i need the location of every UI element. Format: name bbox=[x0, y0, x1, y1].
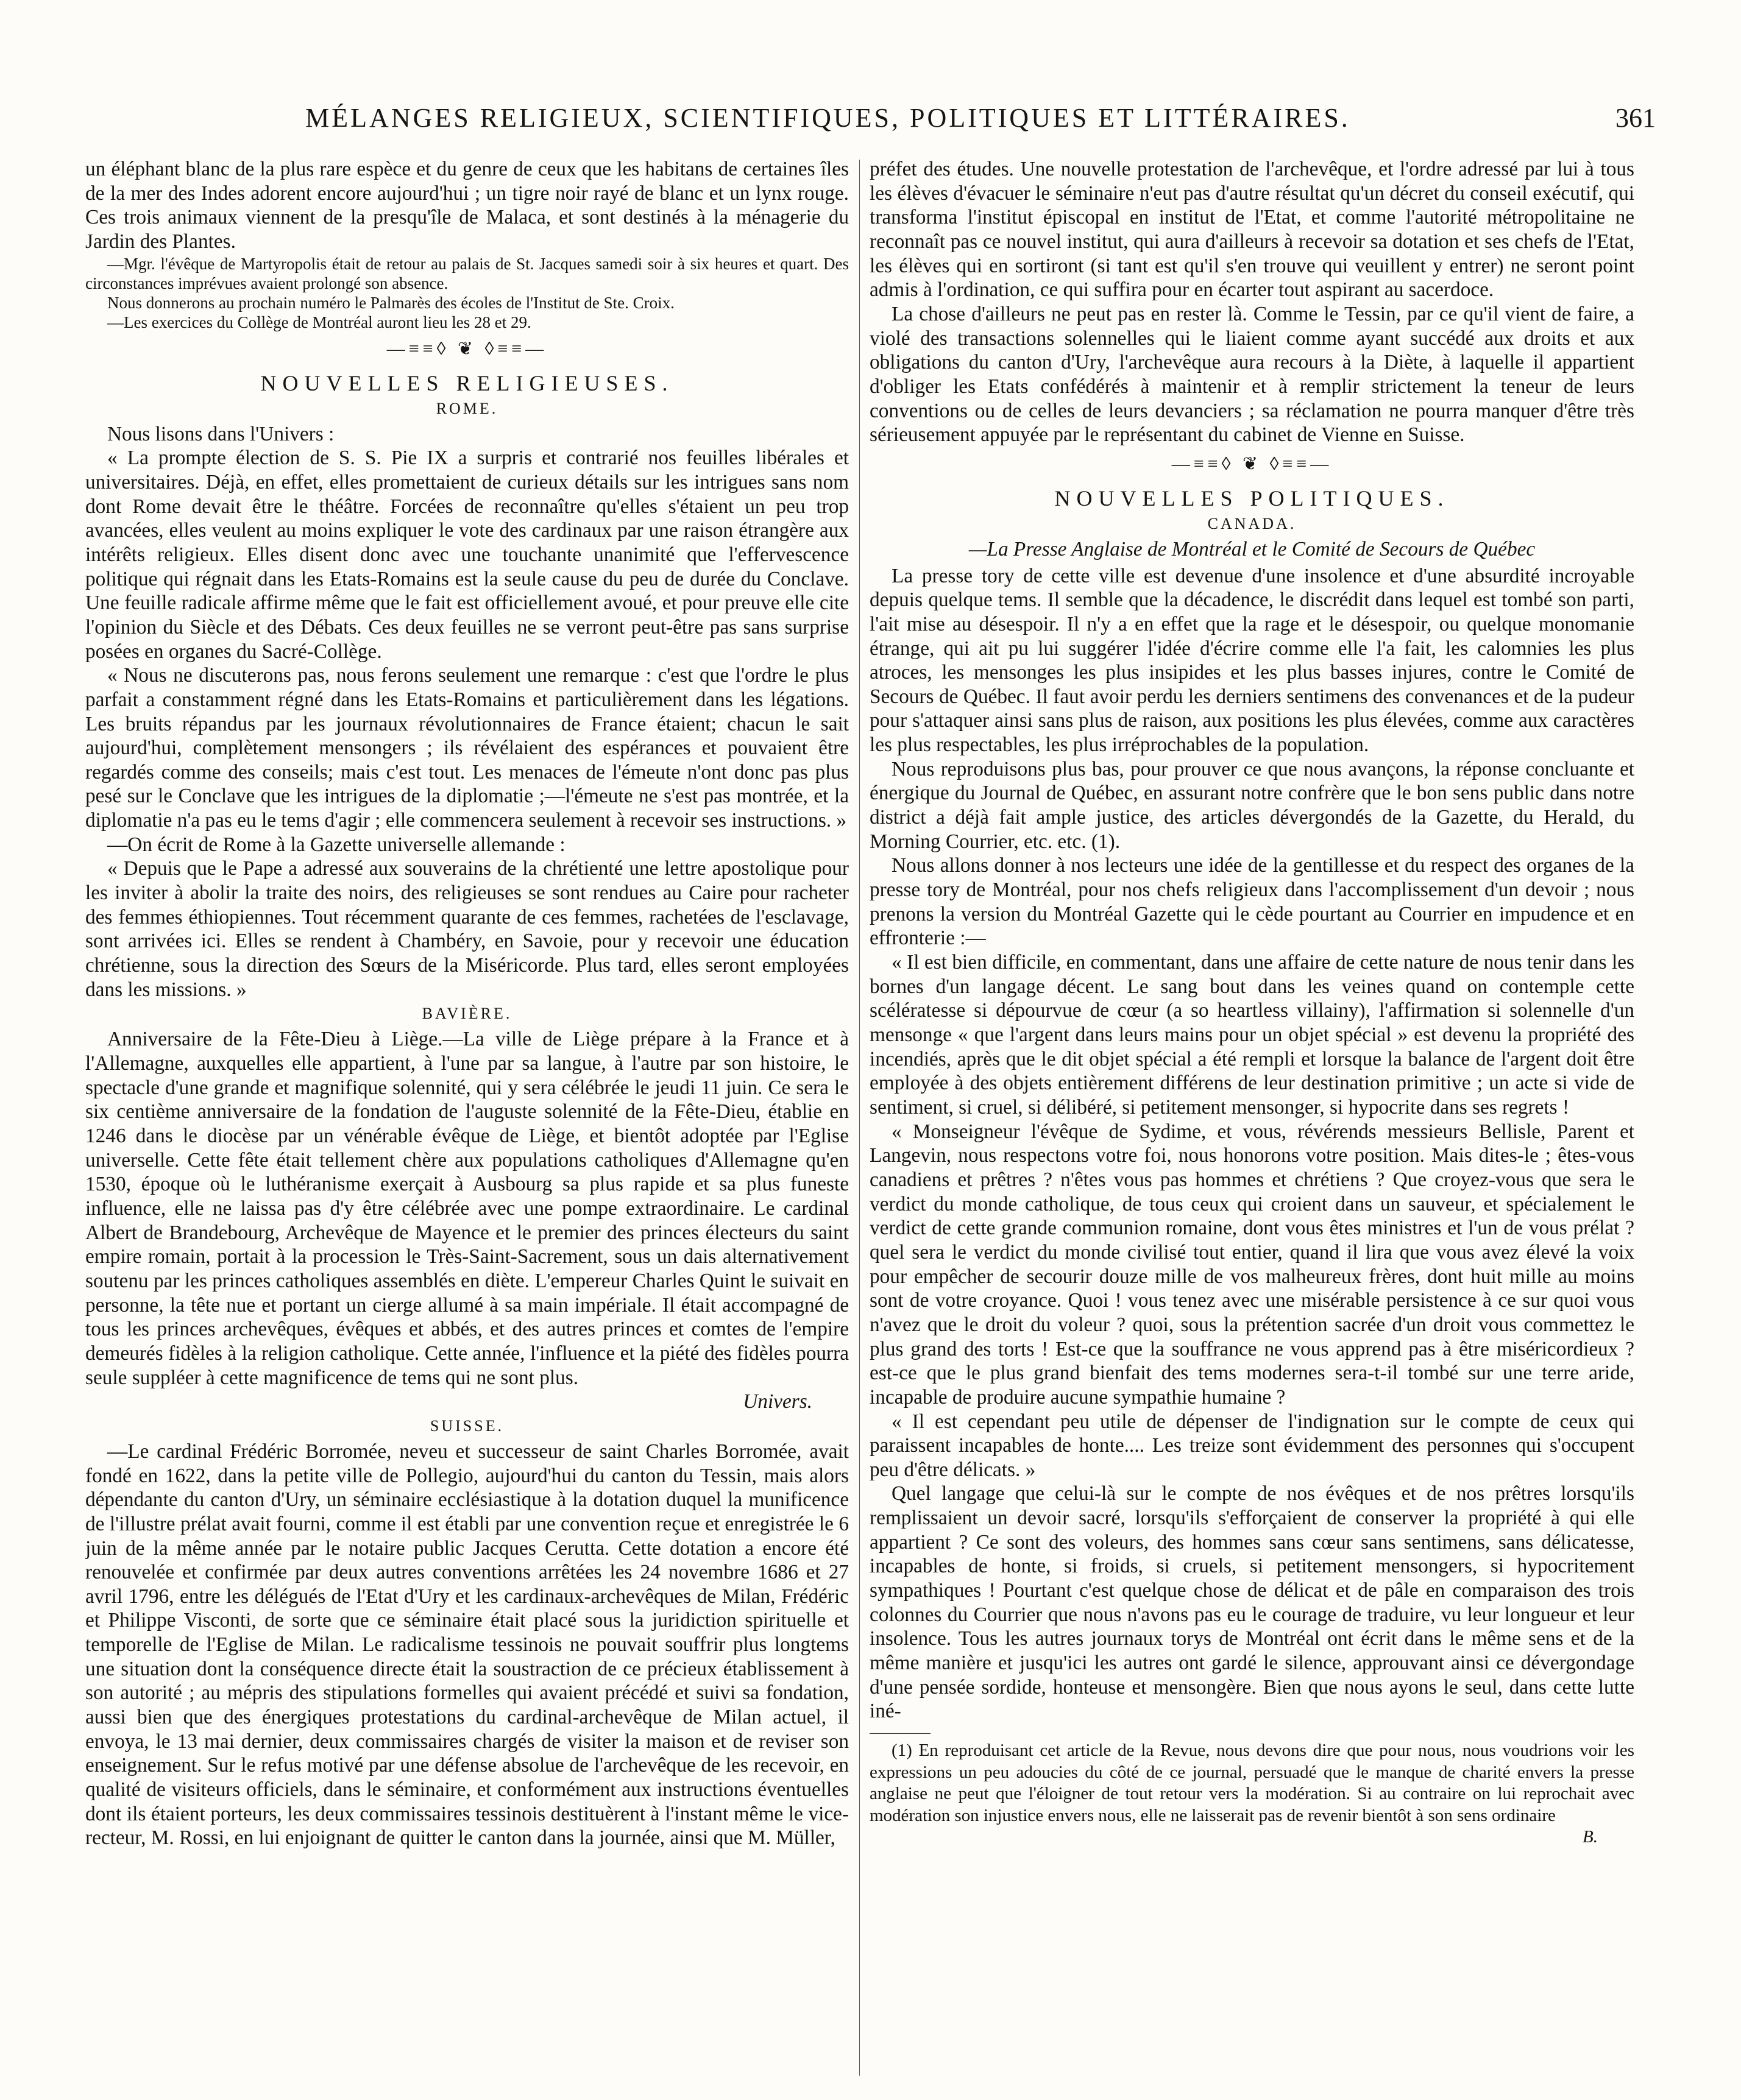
note-palmares: Nous donnerons au prochain numéro le Palmarès des écoles de l'Institut de Ste. Croix. bbox=[107, 293, 675, 312]
suisse-paragraph: —Le cardinal Frédéric Borromée, neveu et successeur de saint Charles Borromée, avait fondé en 1622, dans la petite ville de Pollegio, aujourd'hui du canton du Tessin, mais alors dépendante du canton d'Ury, un séminaire ecclésiastique à la dotation duquel la munificence de l'illustre prélat avait fourni, comme il est établi par une convention reçue et enregistrée le 6 juin de la même année par le notaire public Jacques Ceruttа. Cette dotation a encore été renouvelée et confirmée par deux autres conventions arrêtées les 24 novembre 1686 et 27 avril 1796, entre les délégués de l'Etat d'Ury et les cardinaux-archevêques de Milan, Frédéric et Philippe Visconti, de sorte que ce séminaire était placé sous la juridiction spirituelle et temporelle de l'Eglise de Milan. Le radicalisme tessinois ne pouvait souffrir plus longtems une situation dont la conséquence directe était la soustraction de ce précieux établissement à son autorité ; au mépris des stipulations formelles qui avaient précédé et suivi sa fondation, aussi bien que des énergiques protestations du cardinal-archevêque de Milan actuel, il envoya, le 13 mai dernier, deux commissaires chargés de visiter la maison et de reviser son enseignement. Sur le refus motivé par une défense absolue de l'archevêque de les recevoir, en qualité de visiteurs officiels, dans le séminaire, et conformément aux instructions éventuelles dont ils étaient porteurs, les deux commissaires tessinois destituèrent à l'instant même le vice-recteur, M. Rossi, en lui enjoignant de quitter le canton dans la journée, ainsi que M. Müller, bbox=[85, 1440, 849, 1850]
baviere-signature: Univers. bbox=[743, 1390, 812, 1413]
canada-headline: —La Presse Anglaise de Montréal et le Comité de Secours de Québec bbox=[968, 537, 1536, 560]
rome-paragraph: « Nous ne discuterons pas, nous ferons seulement une remarque : c'est que l'ordre le plus parfait a constamment régné dans les Etats-Romains et particulièrement dans les légations. Les bruits répandus par les journaux révolutionnaires de France étaient; chacun le sait aujourd'hui, complètement mensongers ; ils révélaient des espérances et pouvaient être regardés comme des conseils; mais c'est tout. Les menaces de l'émeute n'ont donc pas plus pesé sur le Conclave que les intrigues de la diplomatie ;—l'émeute ne s'est pas montrée, et la diplomatie n'a pas eu le tems d'agir ; elle commencera seulement à recevoir ses instructions. » bbox=[85, 664, 849, 832]
heading-baviere: BAVIÈRE. bbox=[422, 1005, 512, 1023]
canada-paragraph: La presse tory de cette ville est devenue d'une insolence et d'une absurdité incroyable depuis quelque tems. Il semble que la décadence, le discrédit dans lequel est tombé son parti, l'ait mise au désespoir. Il n'y a en effet que la rage et le désespoir, ou quelque monomanie étrange, qui ait pu lui suggérer l'idée d'écrire comme elle l'a fait, les calomnies les plus atroces, les mensonges les plus insipides et les plus basses injures, contre le Comité de Secours de Québec. Il faut avoir perdu les derniers sentimens des convenances et de la pudeur pour s'attaquer ainsi sans plus de raison, aux positions les plus élevées, comme aux caractères les plus respectables, les plus irréprochables de la population. bbox=[870, 564, 1634, 757]
suisse-continued-paragraph: La chose d'ailleurs ne peut pas en rester là. Comme le Tessin, par ce qu'il vient de faire, a violé des transactions solennelles qui le liaient comme ayant succédé aux droits et aux obligations du canton d'Ury, l'archevêque aura recours à la Diète, à laquelle il appartient d'obliger les Etats confédérés à maintenir et à remplir strictement la teneur de leurs conventions ou de celles de leurs devanciers ; sa réclamation ne pourra manquer d'être très sérieusement appuyée par le représentant du cabinet de Vienne en Suisse. bbox=[870, 302, 1634, 447]
heading-suisse: SUISSE. bbox=[430, 1416, 505, 1435]
page-number: 361 bbox=[1615, 103, 1656, 133]
canada-paragraph: Nous allons donner à nos lecteurs une idée de la gentillesse et du respect des organes de la presse tory de Montréal, pour nos chefs religieux dans l'accomplissement d'un devoir ; nous prenons la version du Montréal Gazette qui le cède pourtant au Courrier en impudence et en effronterie :— bbox=[870, 854, 1634, 950]
suisse-continued-paragraph: préfet des études. Une nouvelle protestation de l'archevêque, et l'ordre adressé par lui à tous les élèves d'évacuer le séminaire n'eut pas d'autre résultat qu'un décret du conseil exécutif, qui transforma l'institut épiscopal en institut de l'Etat, et comme l'autorité métropolitaine ne reconnaît pas ce nouvel institut, qui aura d'ailleurs à recevoir sa dotation et ses chefs de l'Etat, les élèves qui en sortiront (si tant est qu'il s'en trouve qui veuillent y entrer) ne seront point admis à l'ordination, ce qui suffira pour en écarter tout aspirant au sacerdoce. bbox=[870, 158, 1634, 302]
footnote-rule bbox=[870, 1733, 931, 1734]
footnote-signature: B. bbox=[1583, 1827, 1598, 1847]
section-title-religious: NOUVELLES RELIGIEUSES. bbox=[260, 370, 674, 395]
right-column bbox=[870, 157, 1634, 2076]
rome-paragraph: Nous lisons dans l'Univers : bbox=[107, 422, 335, 445]
running-head bbox=[85, 91, 1656, 146]
canada-paragraph: « Il est cependant peu utile de dépenser de l'indignation sur le compte de ceux qui paraissent incapables de honte.... Les treize sont évidemment des personnes qui s'occupent peu d'être délicats. » bbox=[870, 1410, 1634, 1481]
ornament-divider: —≡≡◊ ❦ ◊≡≡— bbox=[386, 338, 548, 359]
rome-paragraph: « La prompte élection de S. S. Pie IX a surpris et contrarié nos feuilles libérales et universitaires. Déjà, en effet, elles promettaient de curieux détails sur les intrigues sans nom dont Rome devait être le théâtre. Forcées de reconnaître qu'elles s'étaient un peu trop avancées, elles veulent au moins expliquer le vote des cardinaux par une raison étrangère aux intérêts religieux. Elles disent donc avec une touchante unanimité que l'effervescence politique qui régnait dans les Etats-Romains est la seule cause du peu de durée du Conclave. Une feuille radicale affirme même que le fait est officiellement avoué, et pour preuve elle cite l'opinion du Siècle et des Débats. Ces deux feuilles ne se verront peut-être pas sans surprise posées en organes du Sacré-Collège. bbox=[85, 447, 849, 663]
footnote: (1) En reproduisant cet article de la Revue, nous devons dire que pour nous, nous voudrions voir les expressions un peu adoucies du côté de ce journal, persuadé que le manque de charité envers la presse anglaise ne peut que l'éloigner de tout retour vers la modération. Si au contraire on lui reprochait avec modération son injustice envers nous, elle ne laisserait pas de revenir bientôt à son sens ordinaire bbox=[870, 1741, 1634, 1825]
left-column bbox=[85, 157, 849, 2076]
heading-rome: ROME. bbox=[436, 399, 498, 417]
note-college-exercises: —Les exercices du Collège de Montréal auront lieu les 28 et 29. bbox=[107, 313, 531, 331]
running-title: MÉLANGES RELIGIEUX, SCIENTIFIQUES, POLITIQUES ET LITTÉRAIRES. bbox=[305, 103, 1350, 133]
note-bishop-return: —Mgr. l'évêque de Martyropolis était de retour au palais de St. Jacques samedi soir à six heures et quart. Des circonstances imprévues avaient prolongé son absence. bbox=[85, 254, 849, 292]
column-rule bbox=[859, 160, 860, 2076]
rome-paragraph: —On écrit de Rome à la Gazette universelle allemande : bbox=[107, 833, 566, 856]
canada-paragraph: « Il est bien difficile, en commentant, dans une affaire de cette nature de nous tenir dans les bornes d'un langage décent. Le sang bout dans les veines quand on contemple cette scélératesse si dépourvue de cœur (a so heartless villainy), l'affirmation si solennelle d'un mensonge « que l'argent dans leurs mains pour un objet spécial » est devenu la propriété des incendiés, après que le dit objet spécial a été rempli et lorsque la balance de l'argent doit être employée à des objets entièrement différens de leur destination primitive ; un acte si vide de sentiment, si cruel, si délibéré, si petitement mensonger, si hypocrite dans ses regrets ! bbox=[870, 951, 1634, 1119]
section-title-political: NOUVELLES POLITIQUES. bbox=[1054, 486, 1450, 511]
canada-paragraph: Nous reproduisons plus bas, pour prouver ce que nous avançons, la réponse concluante et énergique du Journal de Québec, en assurant notre confrère que le bon sens public dans notre district a déjà fait ample justice, des articles dévergondés de la Gazette, du Herald, du Morning Courrier, etc. etc. (1). bbox=[870, 757, 1634, 853]
rome-paragraph: « Depuis que le Pape a adressé aux souverains de la chrétienté une lettre apostolique pour les inviter à abolir la traite des noirs, des religieuses se sont rendues au Caire pour racheter des femmes éthiopiennes. Tout récemment quarante de ces femmes, rachetées de l'esclavage, sont arrivées ici. Elles se rendent à Chambéry, en Savoie, pour y recevoir une éducation chrétienne, sous la direction des Sœurs de la Miséricorde. Plus tard, elles seront employées dans les missions. » bbox=[85, 857, 849, 1001]
heading-canada: CANADA. bbox=[1207, 514, 1297, 532]
canada-paragraph: Quel langage que celui-là sur le compte de nos évêques et de nos prêtres lorsqu'ils remplissaient un devoir sacré, lorsqu'ils s'efforçaient de conserver la propriété à qui elle appartient ? Ce sont des voleurs, des hommes sans cœur sans sentimens, sans délicatesse, incapables de honte, si froids, si cruels, si petitement mensongers, si hypocritement sympathiques ! Pourtant c'est quelque chose de délicat et de pâle en comparaison des trois colonnes du Courrier que nous n'avons pas eu le courage de traduire, vu leur longueur et leur insolence. Tous les autres journaux torys de Montréal ont écrit dans le même sens et de la même manière et jusqu'ici les autres ont gardé le silence, approuvant ainsi ce dévergondage d'une pensée sordide, honteuse et mensongère. Bien que nous ayons le seul, dans cette lutte iné- bbox=[870, 1482, 1634, 1723]
canada-paragraph: « Monseigneur l'évêque de Sydime, et vous, révérends messieurs Bellisle, Parent et Langevin, nous respectons votre foi, nous honorons votre position. Mais dites-le ; êtes-vous canadiens et prêtres ? n'êtes vous pas hommes et chrétiens ? Que croyez-vous que sera le verdict du monde catholique, de tous ceux qui croient dans un sauveur, et spécialement le verdict de cette grande communion romaine, dont vous êtes ministres et l'un de vous prélat ? quel sera le verdict du monde civilisé tout entier, quand il lira que vous avez élevé la voix pour empêcher de secourir douze mille de vos malheureux frères, dont huit mille au moins sont de votre croyance. Quoi ! vous tenez avec une misérable persistence à ce sur quoi vous n'avez que le droit du voleur ? quoi, sous la prétention sacrée d'un droit vous commettez le plus grand des torts ! Est-ce que la souffrance ne vous apprend pas à être miséricordieux ? est-ce que le plus grand bienfait des tems modernes sera-t-il tombé sur une terre aride, incapable de produire aucune sympathie humaine ? bbox=[870, 1120, 1634, 1409]
intro-paragraph: un éléphant blanc de la plus rare espèce et du genre de ceux que les habitans de certaines îles de la mer des Indes adorent encore aujourd'hui ; un tigre noir rayé de blanc et un lynx rouge. Ces trois animaux viennent de la presqu'île de Malaca, et sont destinés à la ménagerie du Jardin des Plantes. bbox=[85, 158, 849, 253]
baviere-paragraph: Anniversaire de la Fête-Dieu à Liège.—La ville de Liège prépare à la France et à l'Allemagne, auxquelles elle appartient, à l'une par sa langue, à l'autre par son histoire, le spectacle d'une grande et magnifique solennité, qui y sera célébrée le jeudi 11 juin. Ce sera le six centième anniversaire de la fondation de l'auguste solennité de la Fête-Dieu, établie en 1246 dans le diocèse par un vénérable évêque de Liège, et bientôt adoptée par l'Eglise universelle. Cette fête était tellement chère aux populations catholiques d'Allemagne qu'en 1530, époque où le luthéranisme exerçait à Ausbourg sa plus rapide et sa plus funeste influence, elle ne laissa pas d'y être célébrée avec une pompe extraordinaire. Le cardinal Albert de Brandebourg, Archevêque de Mayence et le premier des princes électeurs du saint empire romain, portait à la procession le Très-Saint-Sacrement, sous un dais alternativement soutenu par les princes catholiques assemblés en diète. L'empereur Charles Quint le suivait en personne, la tête nue et portant un cierge allumé à sa main impériale. Il était accompagné de tous les princes archevêques, évêques et abbés, et des autres princes et comtes de l'empire demeurés fidèles à la religion catholique. Cette année, l'influence et la piété des fidèles pourra seule suppléer à cette magnificence de tems qui ne sont plus. bbox=[85, 1028, 849, 1389]
ornament-divider: —≡≡◊ ❦ ◊≡≡— bbox=[1171, 453, 1333, 474]
